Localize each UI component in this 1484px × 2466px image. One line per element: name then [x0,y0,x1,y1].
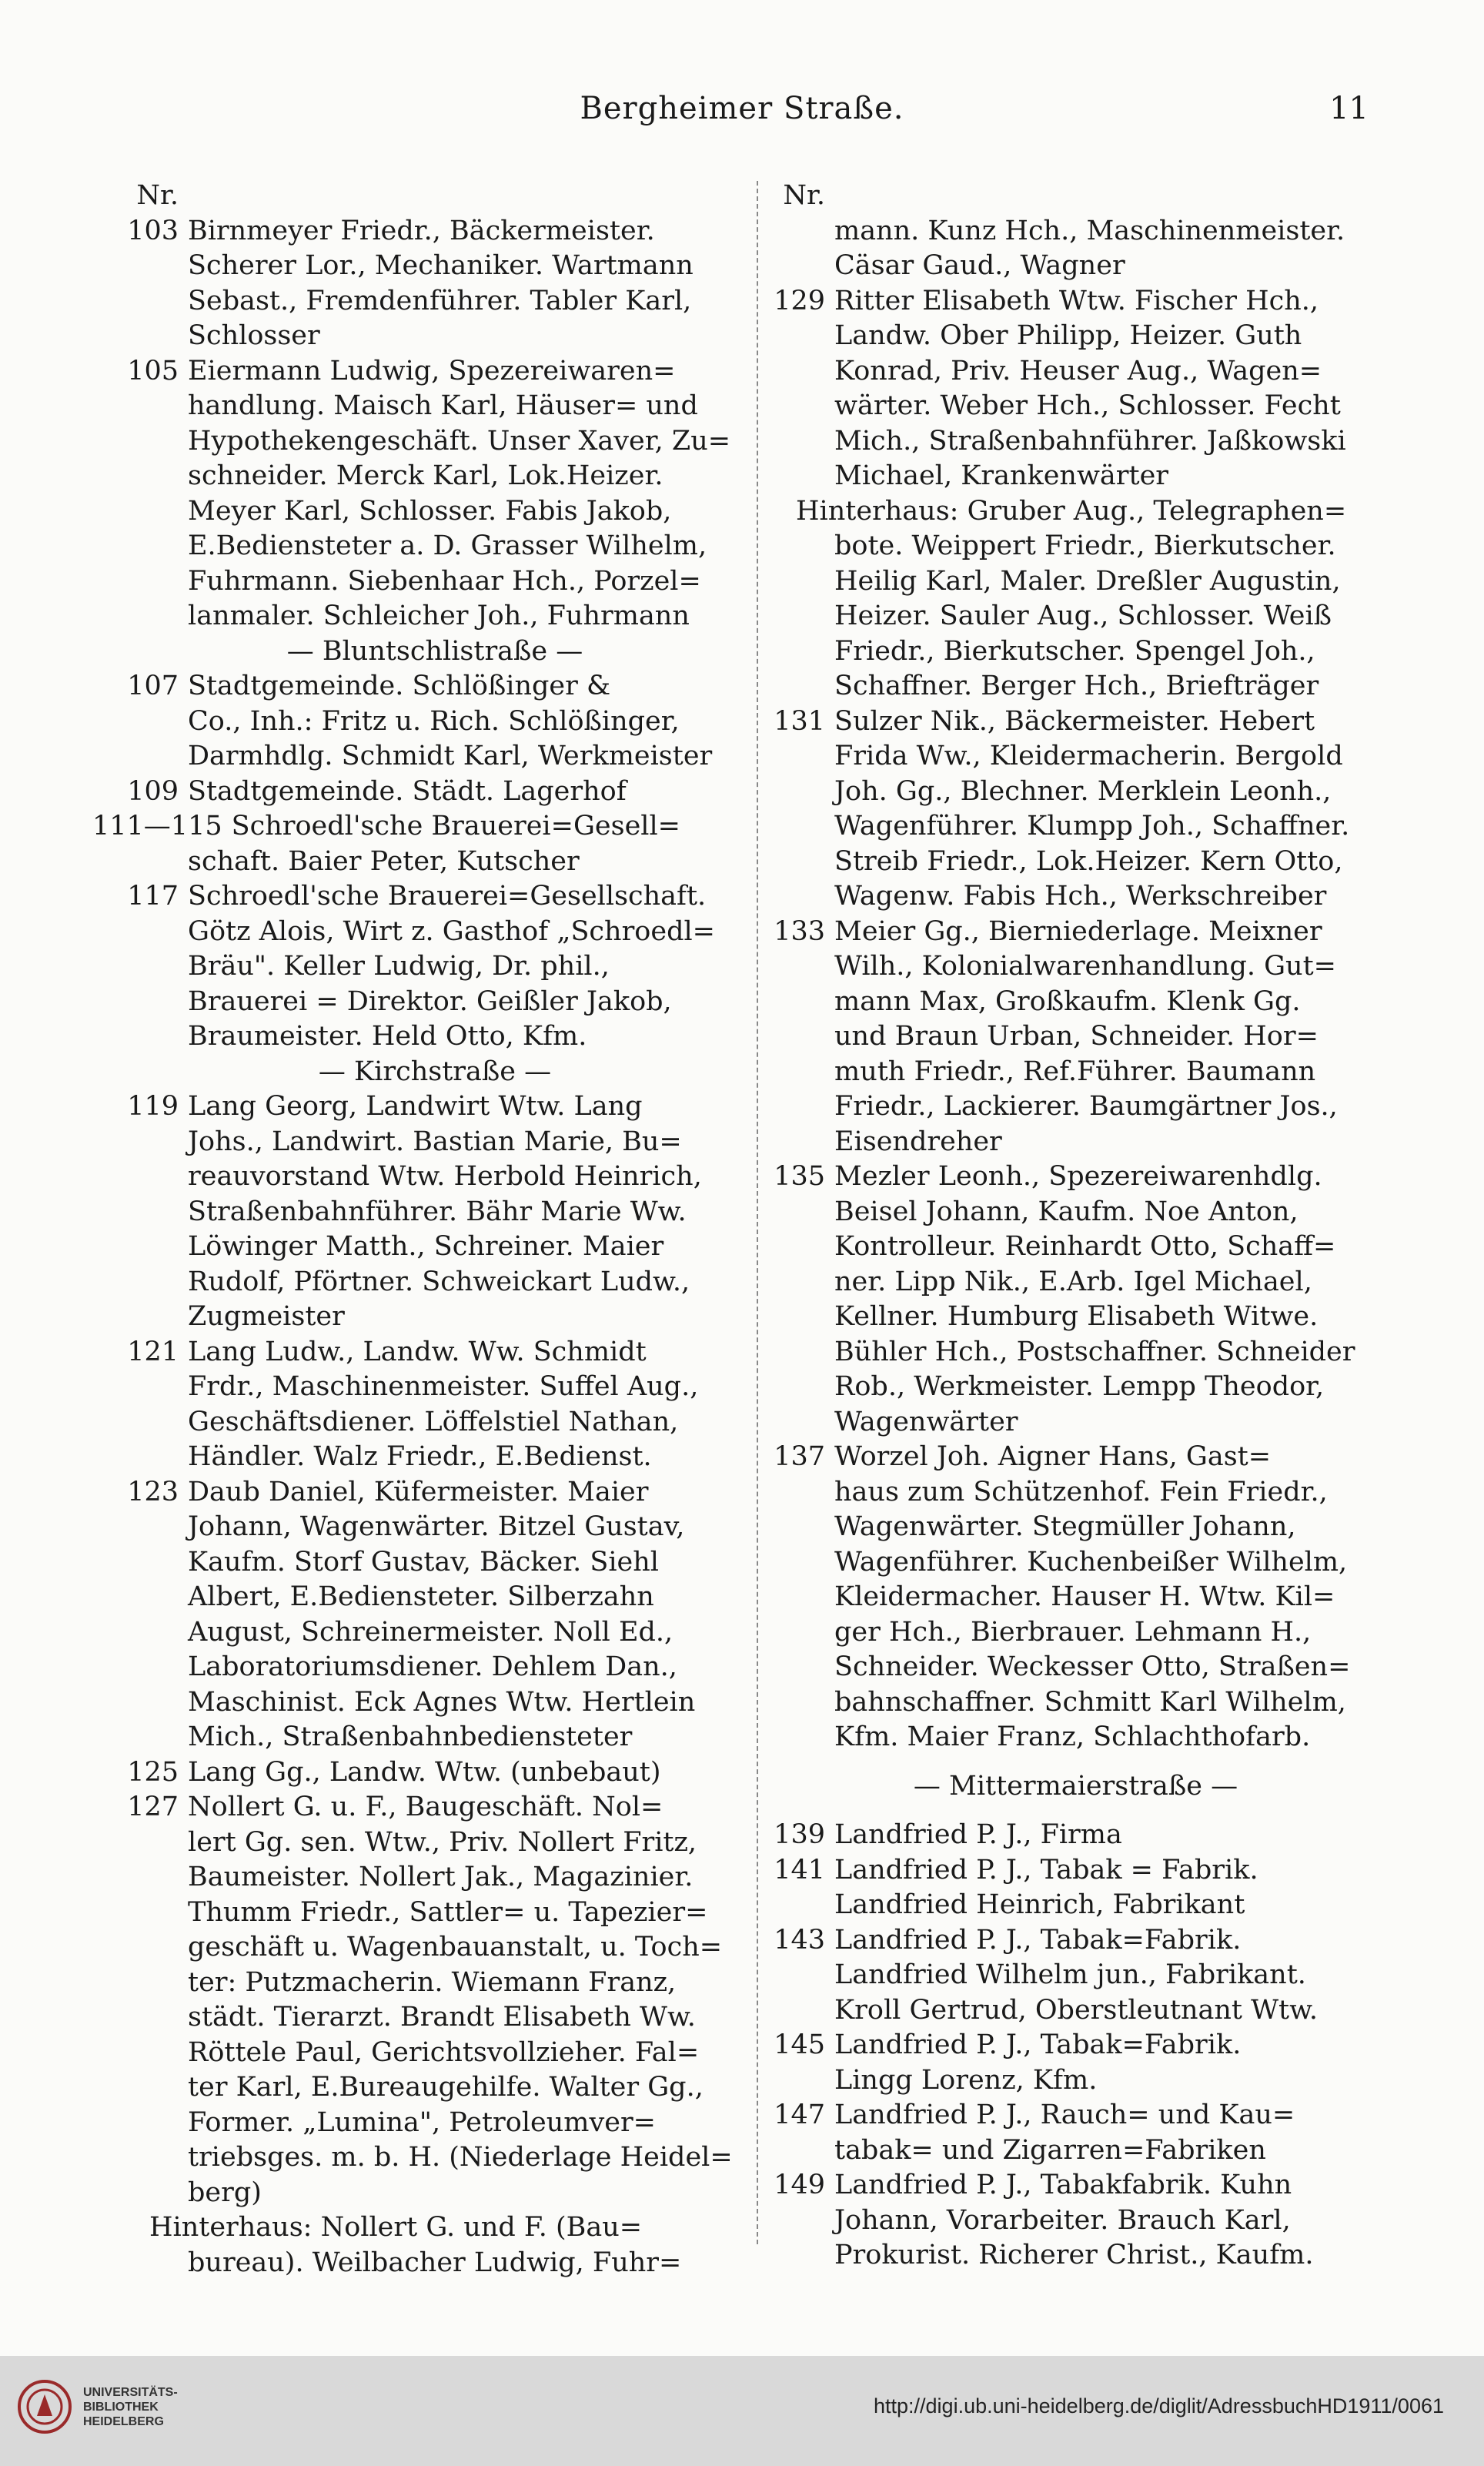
entry-text: Scherer Lor., Mechaniker. Wartmann [188,250,694,281]
entry-line [762,599,1389,634]
page-header-title: Bergheimer Straße. [580,91,904,126]
entry-text: geschäft u. Wagenbauanstalt, u. Toch= [188,1932,723,1962]
house-number: 121 [127,1336,179,1367]
entry-text: ter: Putzmacherin. Wiemann Franz, [188,1966,677,1998]
entry-text: Kontrolleur. Reinhardt Otto, Schaff= [834,1231,1336,1262]
entry-text: Fuhrmann. Siebenhaar Hch., Porzel= [188,565,701,597]
entry-line [115,2070,754,2106]
entry-text: Wagenwärter [834,1406,1018,1437]
house-number: 117 [127,881,179,912]
entry-line [115,915,754,950]
entry-text: Rudolf, Pförtner. Schweickart Ludw., [188,1266,690,1297]
entry-line [115,1615,754,1651]
address-entry [115,1755,754,1791]
entry-line [762,2238,1389,2274]
entry-line [115,1720,754,1755]
entry-text: tabak= und Zigarren=Fabriken [834,2134,1266,2166]
page-number: 11 [1329,91,1369,126]
entry-text: Schaffner. Berger Hch., Briefträger [834,671,1319,701]
entry-text: Friedr., Bierkutscher. Spengel Joh., [834,635,1315,667]
entry-line [115,1930,754,1966]
entry-text: — Mittermaierstraße — [913,1770,1238,1802]
university-seal-icon [17,2379,72,2434]
entry-line [762,249,1389,284]
entry-text: Albert, E.Bediensteter. Silberzahn [188,1581,654,1612]
entry-text: Former. „Lumina", Petroleumver= [188,2106,657,2138]
house-number: 123 [127,1476,179,1507]
entry-text: triebsges. m. b. H. (Niederlage Heidel= [188,2142,733,2173]
house-number: 125 [127,1756,179,1788]
logo-line: BIBLIOTHEK [83,2401,159,2414]
entry-line [115,2246,754,2281]
entry-text: Landfried P. J., Tabak=Fabrik. [834,2029,1242,2060]
entry-line [115,319,754,354]
library-logo-text [83,2385,178,2429]
entry-line [762,1125,1389,1160]
entry-line [762,389,1389,424]
entry-line [115,985,754,1020]
entry-text: Johs., Landwirt. Bastian Marie, Bu= [188,1126,682,1157]
entry-line [762,1195,1389,1230]
entry-line [115,1300,754,1335]
entry-line [115,494,754,530]
entry-text: Händler. Walz Friedr., E.Bedienst. [188,1441,652,1472]
entry-text: schaft. Baier Peter, Kutscher [188,845,580,877]
entry-line [762,739,1389,775]
entry-line [115,529,754,564]
entry-text: Bühler Hch., Postschaffner. Schneider [834,1336,1355,1367]
address-entry [115,1089,754,1125]
entry-line [762,1545,1389,1581]
entry-line [762,214,1389,249]
entry-line [115,1370,754,1405]
entry-text: mann. Kunz Hch., Maschinenmeister. [834,215,1345,246]
entry-line [115,1896,754,1931]
entry-text: Beisel Johann, Kaufm. Noe Anton, [834,1196,1298,1227]
entry-line [115,845,754,880]
entry-line [762,634,1389,670]
entry-line [762,775,1389,810]
entry-text: bureau). Weilbacher Ludwig, Fuhr= [188,2247,682,2278]
entry-line [115,424,754,460]
entry-text: Frdr., Maschinenmeister. Suffel Aug., [188,1371,699,1402]
entry-text: Löwinger Matth., Schreiner. Maier [188,1231,664,1262]
entry-line [762,1650,1389,1685]
entry-line [762,319,1389,354]
entry-line [762,1580,1389,1615]
entry-text: Brauerei = Direktor. Geißler Jakob, [188,985,672,1017]
entry-text: mann Max, Großkaufm. Klenk Gg. [834,985,1301,1017]
entry-text: Daub Daniel, Küfermeister. Maier [188,1476,649,1507]
entry-line [762,809,1389,845]
address-entry [115,214,754,249]
house-number: 109 [127,775,179,807]
entry-line [762,1055,1389,1090]
entry-line [115,2140,754,2176]
street-heading [115,634,754,670]
entry-line [762,1089,1389,1125]
address-entry [762,1818,1389,1853]
entry-line [762,354,1389,390]
entry-text: Kellner. Humburg Elisabeth Witwe. [834,1301,1319,1332]
entry-line [762,1510,1389,1545]
entry-text: Heizer. Sauler Aug., Schlosser. Weiß [834,601,1332,631]
entry-line [762,669,1389,704]
entry-text: Rob., Werkmeister. Lempp Theodor, [834,1371,1325,1402]
entry-line [115,459,754,494]
entry-line [115,599,754,634]
left-column [92,179,754,2280]
entry-text: Konrad, Priv. Heuser Aug., Wagen= [834,355,1322,386]
entry-text: ger Hch., Bierbrauer. Lehmann H., [834,1616,1312,1648]
house-number: 139 [774,1819,825,1850]
entry-line [115,1265,754,1300]
entry-text: Schneider. Weckesser Otto, Straßen= [834,1651,1351,1682]
entry-line [762,2133,1389,2169]
entry-line [115,1125,754,1160]
entry-text: Sebast., Fremdenführer. Tabler Karl, [188,285,692,316]
entry-text: muth Friedr., Ref.Führer. Baumann [834,1056,1316,1087]
right-column [762,179,1389,2274]
entry-line [762,845,1389,880]
house-number: Nr. [783,180,825,211]
footer-bar [0,2356,1484,2466]
entry-text: haus zum Schützenhof. Fein Friedr., [834,1476,1328,1507]
entry-text: Sulzer Nik., Bäckermeister. Hebert [834,705,1315,737]
entry-text: Worzel Joh. Aigner Hans, Gast= [834,1441,1272,1472]
entry-line [115,2036,754,2071]
entry-text: Röttele Paul, Gerichtsvollzieher. Fal= [188,2036,700,2068]
entry-text: Landfried P. J., Tabakfabrik. Kuhn [834,2170,1292,2200]
entry-text: Landfried P. J., Rauch= und Kau= [834,2100,1295,2130]
entry-text: Geschäftsdiener. Löffelstiel Nathan, [188,1406,679,1437]
entry-text: E.Bediensteter a. D. Grasser Wilhelm, [188,530,707,561]
entry-line [762,1405,1389,1440]
house-number: 143 [774,1924,825,1956]
entry-text: Michael, Krankenwärter [834,460,1169,491]
entry-text: wärter. Weber Hch., Schlosser. Fecht [834,390,1341,421]
entry-line [762,1888,1389,1923]
entry-text: Landfried P. J., Tabak=Fabrik. [834,1924,1242,1956]
entry-text: Mich., Straßenbahnbediensteter [188,1722,633,1752]
entry-text: Schroedl'sche Brauerei=Gesellschaft. [188,881,707,912]
entry-line [762,1993,1389,2029]
entry-line [115,1860,754,1896]
house-number: 149 [774,2170,825,2200]
entry-text: Landfried P. J., Tabak = Fabrik. [834,1854,1258,1885]
entry-text: Wagenw. Fabis Hch., Werkschreiber [834,881,1327,912]
house-number: 127 [127,1792,179,1822]
entry-line [115,2106,754,2141]
entry-line [762,1019,1389,1055]
entry-line [762,1958,1389,1993]
address-entry [762,1159,1389,1195]
entry-text: Hinterhaus: Gruber Aug., Telegraphen= [796,495,1347,527]
address-entry [115,1790,754,1825]
entry-text: Maschinist. Eck Agnes Wtw. Hertlein [188,1686,696,1718]
entry-text: Ritter Elisabeth Wtw. Fischer Hch., [834,285,1319,316]
entry-line [762,1370,1389,1405]
entry-text: — Kirchstraße — [318,1056,552,1087]
entry-line [762,2203,1389,2239]
entry-text: bahnschaffner. Schmitt Karl Wilhelm, [834,1686,1346,1718]
entry-text: Prokurist. Richerer Christ., Kaufm. [834,2240,1314,2270]
entry-text: städt. Tierarzt. Brandt Elisabeth Ww. [188,2002,696,2033]
entry-text: Wagenführer. Kuchenbeißer Wilhelm, [834,1546,1348,1578]
entry-text: Lang Gg., Landw. Wtw. (unbebaut) [188,1756,661,1788]
entry-text: und Braun Urban, Schneider. Hor= [834,1021,1319,1052]
entry-text: Wilh., Kolonialwarenhandlung. Gut= [834,951,1336,982]
address-entry [762,1923,1389,1959]
entry-line [115,1440,754,1475]
entry-text: Frida Ww., Kleidermacherin. Bergold [834,741,1343,771]
entry-line [115,1405,754,1440]
house-number: 133 [774,915,825,947]
entry-text: Eisendreher [834,1126,1002,1157]
entry-text: Laboratoriumsdiener. Dehlem Dan., [188,1651,677,1682]
entry-text: bote. Weippert Friedr., Bierkutscher. [834,530,1336,561]
entry-text: Thumm Friedr., Sattler= u. Tapezier= [188,1896,708,1928]
address-entry [115,354,754,390]
entry-text: Meier Gg., Bierniederlage. Meixner [834,915,1322,947]
entry-line [115,564,754,600]
entry-text: Hypothekengeschäft. Unser Xaver, Zu= [188,425,731,457]
house-number: 135 [774,1161,825,1192]
entry-line [115,704,754,740]
entry-text: Schroedl'sche Brauerei=Gesell= [231,811,681,842]
entry-text: Streib Friedr., Lok.Heizer. Kern Otto, [834,845,1343,877]
entry-line [762,1720,1389,1755]
entry-line [762,1685,1389,1721]
entry-text: Nollert G. u. F., Baugeschäft. Nol= [188,1792,663,1822]
house-number: 137 [774,1441,825,1472]
address-entry [762,704,1389,740]
entry-text: Joh. Gg., Blechner. Merklein Leonh., [834,775,1332,807]
address-entry [115,1335,754,1370]
entry-text: ner. Lipp Nik., E.Arb. Igel Michael, [834,1266,1312,1297]
entry-text: Mezler Leonh., Spezereiwarenhdlg. [834,1161,1322,1192]
entry-line [762,1475,1389,1511]
entry-text: Landfried P. J., Firma [834,1819,1122,1850]
address-entry [115,179,754,214]
entry-line [762,1300,1389,1335]
entry-text: Friedr., Lackierer. Baumgärtner Jos., [834,1091,1338,1122]
entry-line [115,1019,754,1055]
entry-line [762,529,1389,564]
entry-text: Mich., Straßenbahnführer. Jaßkowski [834,425,1346,457]
entry-text: Braumeister. Held Otto, Kfm. [188,1021,587,1052]
entry-text: schneider. Merck Karl, Lok.Heizer. [188,460,663,491]
house-number: 131 [774,705,825,737]
house-number: 119 [127,1091,179,1122]
entry-line [115,949,754,985]
address-entry [762,915,1389,950]
entry-text: Heilig Karl, Maler. Dreßler Augustin, [834,565,1341,597]
entry-line [115,1650,754,1685]
entry-text: Lang Georg, Landwirt Wtw. Lang [188,1091,643,1122]
address-entry [762,284,1389,320]
entry-text: Cäsar Gaud., Wagner [834,250,1125,281]
entry-line [762,459,1389,494]
entry-text: lert Gg. sen. Wtw., Priv. Nollert Fritz, [188,1826,697,1858]
entry-line [115,2210,754,2246]
spacer [762,1804,1389,1818]
entry-line [762,985,1389,1020]
entry-line [115,284,754,320]
entry-text: — Bluntschlistraße — [286,635,583,667]
address-entry [762,2028,1389,2063]
street-heading [762,1769,1389,1805]
house-number: 103 [127,215,179,246]
entry-text: Stadtgemeinde. Schlößinger & [188,671,611,701]
entry-line [762,1615,1389,1651]
house-number: 145 [774,2029,825,2060]
entry-text: Landw. Ober Philipp, Heizer. Guth [834,320,1302,351]
address-entry [92,809,754,845]
entry-text: reauvorstand Wtw. Herbold Heinrich, [188,1161,702,1192]
entry-line [115,249,754,284]
entry-line [115,1510,754,1545]
house-number: 105 [127,355,179,386]
entry-text: berg) [188,2177,262,2208]
entry-text: Bräu". Keller Ludwig, Dr. phil., [188,951,610,982]
entry-line [762,1230,1389,1265]
entry-text: Darmhdlg. Schmidt Karl, Werkmeister [188,741,713,771]
address-entry [762,1853,1389,1889]
house-number: 147 [774,2100,825,2130]
entry-line [762,1335,1389,1370]
entry-line [762,879,1389,915]
entry-line [115,1966,754,2001]
entry-line [115,1159,754,1195]
entry-text: Hinterhaus: Nollert G. und F. (Bau= [149,2212,643,2243]
entry-text: Zugmeister [188,1301,345,1332]
house-number: 107 [127,671,179,701]
entry-text: Stadtgemeinde. Städt. Lagerhof [188,775,627,807]
entry-text: Meyer Karl, Schlosser. Fabis Jakob, [188,495,672,527]
entry-text: Landfried Heinrich, Fabrikant [834,1889,1245,1920]
house-number: Nr. [136,180,179,211]
entry-line [762,564,1389,600]
address-entry [115,775,754,810]
entry-text: Lingg Lorenz, Kfm. [834,2064,1098,2096]
entry-text: Kroll Gertrud, Oberstleutnant Wtw. [834,1994,1319,2026]
entry-text: Wagenwärter. Stegmüller Johann, [834,1511,1296,1542]
entry-text: Kfm. Maier Franz, Schlachthofarb. [834,1722,1311,1752]
address-entry [762,179,1389,214]
address-entry [762,2098,1389,2133]
entry-line [115,1825,754,1861]
entry-text: Wagenführer. Klumpp Joh., Schaffner. [834,811,1350,842]
entry-line [115,389,754,424]
address-entry [762,2168,1389,2203]
spacer [762,1755,1389,1769]
entry-line [115,1685,754,1721]
entry-text: Schlosser [188,320,320,351]
address-entry [115,879,754,915]
entry-line [115,1230,754,1265]
entry-text: lanmaler. Schleicher Joh., Fuhrmann [188,601,690,631]
entry-text: Baumeister. Nollert Jak., Magazinier. [188,1862,694,1892]
entry-line [115,739,754,775]
house-number: 129 [774,285,825,316]
address-entry [762,1440,1389,1475]
entry-line [762,1265,1389,1300]
address-entry [115,669,754,704]
entry-text: Birnmeyer Friedr., Bäckermeister. [188,215,655,246]
entry-line [762,424,1389,460]
column-divider [757,181,758,2244]
entry-text: Co., Inh.: Fritz u. Rich. Schlößinger, [188,705,680,737]
logo-line: UNIVERSITÄTS- [83,2386,178,2399]
entry-text: Lang Ludw., Landw. Ww. Schmidt [188,1336,647,1367]
entry-line [762,949,1389,985]
entry-text: Johann, Wagenwärter. Bitzel Gustav, [188,1511,685,1542]
entry-line [115,1580,754,1615]
entry-line [115,1195,754,1230]
entry-text: August, Schreinermeister. Noll Ed., [188,1616,673,1648]
entry-line [762,494,1389,530]
street-heading [115,1055,754,1090]
entry-text: Kleidermacher. Hauser H. Wtw. Kil= [834,1581,1335,1612]
entry-text: handlung. Maisch Karl, Häuser= und [188,390,698,421]
house-number: 141 [774,1854,825,1885]
entry-line [115,1545,754,1581]
address-entry [115,1475,754,1511]
entry-text: Eiermann Ludwig, Spezereiwaren= [188,355,676,386]
logo-line: HEIDELBERG [83,2415,164,2428]
entry-text: Götz Alois, Wirt z. Gasthof „Schroedl= [188,915,716,947]
entry-line [115,2000,754,2036]
entry-line [762,2063,1389,2099]
entry-line [115,2176,754,2211]
house-number: 111—115 [92,811,222,842]
entry-text: Landfried Wilhelm jun., Fabrikant. [834,1959,1306,1990]
entry-text: ter Karl, E.Bureaugehilfe. Walter Gg., [188,2072,704,2103]
entry-text: Straßenbahnführer. Bähr Marie Ww. [188,1196,687,1227]
source-url-link[interactable]: http://digi.ub.uni-heidelberg.de/diglit/AdressbuchHD1911/0061 [874,2394,1444,2417]
entry-text: Kaufm. Storf Gustav, Bäcker. Siehl [188,1546,660,1578]
entry-text: Johann, Vorarbeiter. Brauch Karl, [834,2204,1291,2236]
